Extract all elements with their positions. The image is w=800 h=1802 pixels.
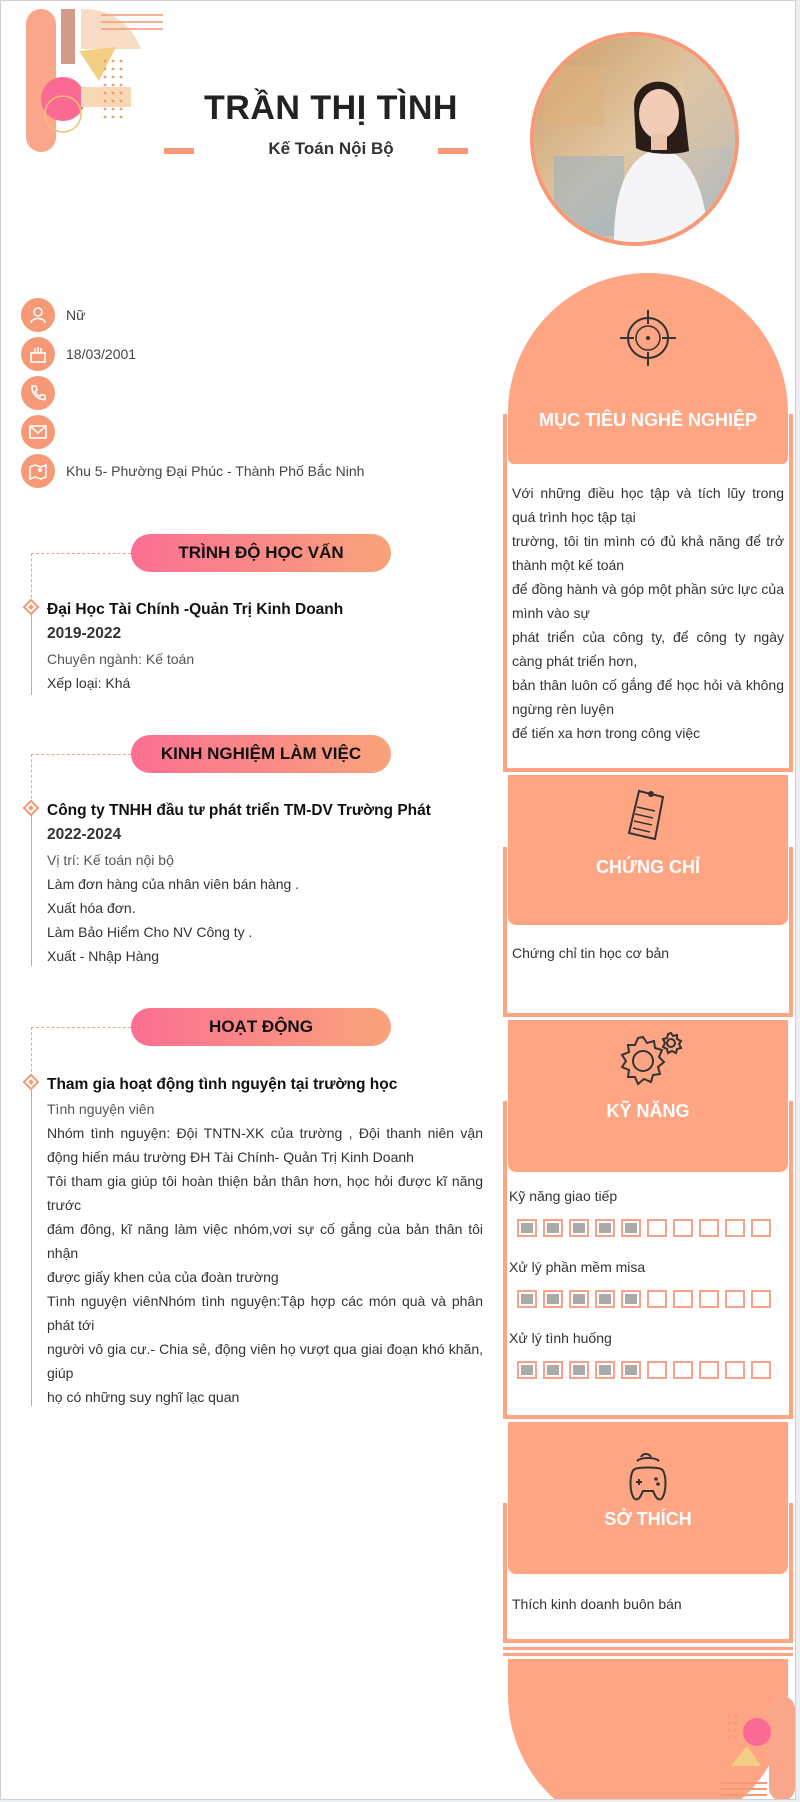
rating-box-empty: [725, 1290, 745, 1308]
skill-rating: [517, 1361, 777, 1381]
rating-box-empty: [647, 1361, 667, 1379]
candidate-name: TRẦN THỊ TÌNH: [204, 89, 458, 127]
contact-address: [21, 454, 501, 490]
skill-rating: [517, 1219, 777, 1239]
skill-rating: [517, 1290, 777, 1310]
activity-line: Nhóm tình nguyện: Đội TNTN-XK của trường , Đội thanh niên vận động hiến máu trường ĐH Tài Chính- Quản Trị Kinh Doanh: [47, 1125, 483, 1165]
rating-box-filled: [621, 1290, 641, 1308]
rating-box-empty: [673, 1361, 693, 1379]
experience-period: 2022-2024: [47, 826, 122, 843]
objective-line: bản thân luôn cố gắng để học hỏi và không ngừng rèn luyện: [512, 677, 784, 717]
section-connector: [31, 1027, 32, 1077]
activity-line: đám đông, kĩ năng làm việc nhóm,vơi sự cố gắng của bản thân tôi nhận: [47, 1221, 483, 1261]
bottom-rule: [503, 1647, 793, 1656]
education-school: Đại Học Tài Chính -Quản Trị Kinh Doanh: [47, 601, 344, 618]
rating-box-empty: [673, 1290, 693, 1308]
rating-box-filled: [595, 1361, 615, 1379]
target-icon: [618, 308, 678, 368]
rating-box-filled: [543, 1219, 563, 1237]
experience-duty: Xuất - Nhập Hàng: [47, 948, 160, 964]
rating-box-empty: [725, 1219, 745, 1237]
bullet-diamond-icon: [23, 599, 40, 616]
gamepad-icon: [627, 1451, 669, 1505]
section-connector: [31, 553, 131, 554]
rating-box-empty: [699, 1290, 719, 1308]
rating-box-empty: [673, 1219, 693, 1237]
entry-rule: [31, 615, 32, 695]
section-connector: [31, 754, 131, 755]
activity-line: Tôi tham gia giúp tôi hoàn thiện bản thân hơn, học hỏi được kĩ năng trước: [47, 1173, 483, 1213]
clipboard-icon: [623, 787, 673, 845]
skills-heading: KỸ NĂNG: [606, 1101, 690, 1121]
activities-heading: HOẠT ĐỘNG: [131, 1008, 391, 1046]
contact-gender: [21, 298, 501, 334]
activity-line: họ có những suy nghĩ lạc quan: [47, 1389, 240, 1405]
gear-icon: [613, 1027, 685, 1091]
experience-position: Vị trí: Kế toán nội bộ: [47, 852, 174, 868]
rating-box-filled: [517, 1290, 537, 1308]
hobbies-heading: SỞ THÍCH: [604, 1509, 692, 1529]
education-major: Chuyên ngành: Kế toán: [47, 651, 195, 667]
experience-company: Công ty TNHH đầu tư phát triển TM-DV Trường Phát: [47, 802, 431, 819]
job-title: Kế Toán Nội Bộ: [268, 139, 394, 158]
map-pin-icon: [21, 454, 55, 488]
education-grade: Xếp loại: Khá: [47, 675, 131, 691]
objective-line: để tiến xa hơn trong công việc: [512, 725, 701, 741]
birthday-text: 18/03/2001: [66, 346, 137, 362]
activity-line: Tình nguyện viênNhóm tình nguyện:Tập hợp các món quà và phân phát tới: [47, 1293, 483, 1333]
rating-box-filled: [595, 1290, 615, 1308]
hobby-item: Thích kinh doanh buôn bán: [512, 1596, 682, 1612]
activity-line: người vô gia cư.- Chia sẻ, động viên họ vượt qua giai đoạn khó khăn, giúp: [47, 1341, 483, 1381]
entry-rule: [31, 816, 32, 966]
contact-email: [21, 415, 501, 451]
education-period: 2019-2022: [47, 625, 122, 642]
rating-box-empty: [699, 1219, 719, 1237]
bullet-diamond-icon: [23, 800, 40, 817]
mail-icon: [21, 415, 55, 449]
phone-icon: [21, 376, 55, 410]
skill-name: Kỹ năng giao tiếp: [509, 1188, 618, 1204]
person-icon: [21, 298, 55, 332]
address-text: Khu 5- Phường Đại Phúc - Thành Phố Bắc Ninh: [66, 463, 365, 479]
activity-role: Tình nguyện viên: [47, 1101, 155, 1117]
rating-box-filled: [569, 1361, 589, 1379]
rating-box-empty: [647, 1290, 667, 1308]
rating-box-filled: [569, 1290, 589, 1308]
rating-box-filled: [543, 1290, 563, 1308]
objective-text: [512, 481, 784, 745]
decoration-top-left: [21, 9, 171, 154]
certificates-heading: CHỨNG CHỈ: [596, 857, 700, 877]
rating-box-empty: [751, 1219, 771, 1237]
entry-rule: [31, 1090, 32, 1406]
objective-line: phát triển của công ty, để công ty ngày càng phát triển hơn,: [512, 629, 784, 669]
rating-box-empty: [751, 1290, 771, 1308]
rating-box-empty: [725, 1361, 745, 1379]
activity-line: được giấy khen của của đoàn trường: [47, 1269, 279, 1285]
rating-box-filled: [621, 1219, 641, 1237]
contact-birthday: [21, 337, 501, 373]
section-connector: [31, 1027, 131, 1028]
rating-box-filled: [517, 1219, 537, 1237]
rating-box-filled: [569, 1219, 589, 1237]
rating-box-filled: [595, 1219, 615, 1237]
decoration-bottom-right: [721, 1696, 796, 1800]
objective-line: để đồng hành và góp một phần sức lực của mình vào sự: [512, 581, 784, 621]
skill-name: Xử lý tình huống: [509, 1330, 612, 1346]
rating-box-filled: [621, 1361, 641, 1379]
bullet-diamond-icon: [23, 1074, 40, 1091]
education-heading: TRÌNH ĐỘ HỌC VẤN: [131, 534, 391, 572]
section-connector: [31, 754, 32, 804]
birthday-cake-icon: [21, 337, 55, 371]
certificate-item: Chứng chỉ tin học cơ bản: [512, 945, 670, 961]
experience-heading: KINH NGHIỆM LÀM VIỆC: [131, 735, 391, 773]
rating-box-empty: [647, 1219, 667, 1237]
rating-box-empty: [699, 1361, 719, 1379]
section-connector: [31, 553, 32, 603]
objective-line: Với những điều học tập và tích lũy trong quá trình học tập tại: [512, 485, 784, 525]
avatar-photo: [534, 36, 735, 242]
rating-box-empty: [751, 1361, 771, 1379]
rating-box-filled: [517, 1361, 537, 1379]
objective-heading: MỤC TIÊU NGHỀ NGHIỆP: [538, 410, 757, 430]
contact-phone: [21, 376, 501, 412]
gender-text: Nữ: [66, 307, 86, 323]
activity-title: Tham gia hoạt động tình nguyện tại trường học: [47, 1076, 398, 1093]
experience-duty: Làm đơn hàng của nhân viên bán hàng .: [47, 876, 300, 892]
experience-duty: Làm Bảo Hiểm Cho NV Công ty .: [47, 924, 253, 940]
skill-name: Xử lý phần mềm misa: [509, 1259, 646, 1275]
experience-duty: Xuất hóa đơn.: [47, 900, 136, 916]
objective-line: trường, tôi tin mình có đủ khả năng để trở thành một kế toán: [512, 533, 784, 573]
avatar: [530, 32, 739, 246]
title-dash-right: [438, 148, 468, 154]
rating-box-filled: [543, 1361, 563, 1379]
